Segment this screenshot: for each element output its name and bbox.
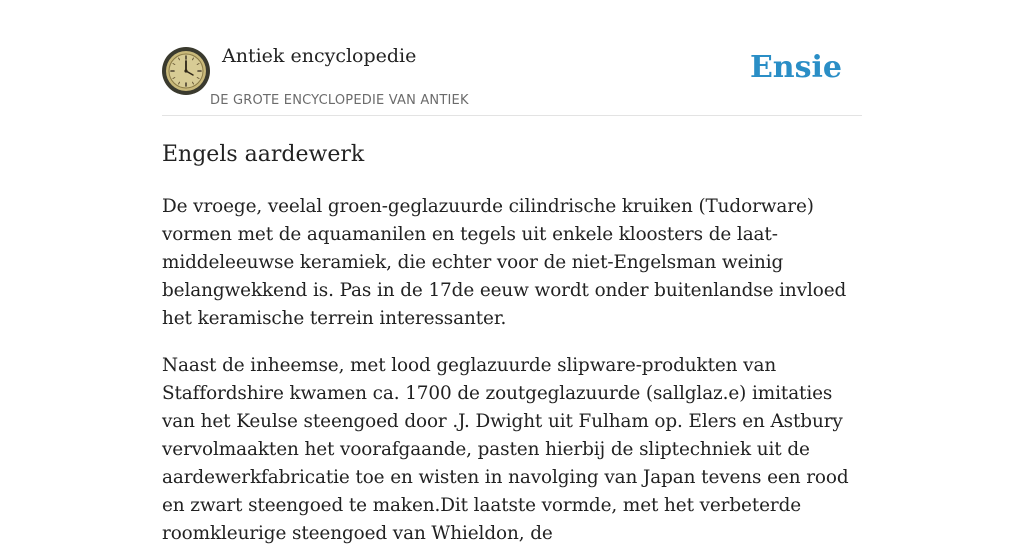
article [162, 138, 862, 548]
site-header [162, 0, 862, 116]
site-subtitle: DE GROTE ENCYCLOPEDIE VAN ANTIEK [210, 93, 469, 108]
article-paragraph: De vroege, veelal groen-geglazuurde cilindrische kruiken (Tudorware) vormen met de aquamanilen en tegels uit enkele kloosters de laat-middeleeuwse keramiek, die echter voor de niet-Engelsman weinig belangwekkend is. Pas in de 17de eeuw wordt onder buitenlandse invloed het keramische terrein interessanter. [162, 196, 847, 329]
site-title[interactable]: Antiek encyclopedie [222, 45, 417, 67]
article-title: Engels aardewerk [162, 142, 365, 167]
antique-clock-icon[interactable] [162, 47, 210, 95]
article-paragraph: Naast de inheemse, met lood geglazuurde slipware-produkten van Staffordshire kwamen ca. 1700 de zoutgeglazuurde (sallglaz.e) imitaties van het Keulse steengoed door .J. Dwight uit Fulham op. Elers en Astbury vervolmaakten het voorafgaande, pasten hierbij de sliptechniek uit de aardewerkfabricatie toe en wisten in navolging van Japan tevens een rood en zwart steengoed te maken.Dit laatste vormde, met het verbeterde roomkleurige steengoed van Whieldon, de [162, 355, 849, 544]
ensie-logo-link[interactable]: Ensie [749, 50, 842, 85]
